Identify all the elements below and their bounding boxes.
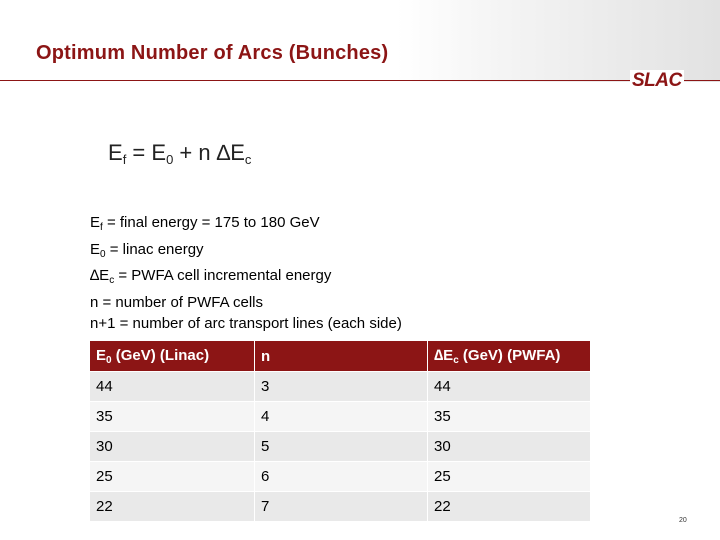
definition-line: $E_f$ = final energy = 175 to 180 GeV [90, 214, 320, 233]
table-cell: 30 [428, 432, 591, 462]
equation-equals: = [126, 140, 152, 165]
equation-delta-ec: $\Delta E_c$ [216, 140, 252, 167]
table-cell: 22 [428, 492, 591, 522]
equation-plus-n: + n [173, 140, 217, 165]
table-header-row [90, 341, 591, 372]
slac-logo: SLAC [632, 70, 682, 91]
table-cell: 3 [255, 372, 428, 402]
table-cell: 44 [90, 372, 255, 402]
slide-title: Optimum Number of Arcs (Bunches) [36, 42, 389, 64]
equation-ef: $E_f$ [108, 140, 127, 167]
header-cell-n: n [255, 341, 428, 372]
table-cell: 22 [90, 492, 255, 522]
table-cell: 44 [428, 372, 591, 402]
table-row [90, 492, 591, 522]
header-band [0, 0, 720, 82]
definition-line: n+1 = number of arc transport lines (each side) [90, 315, 402, 332]
table-cell: 30 [90, 432, 255, 462]
table-cell: 35 [90, 402, 255, 432]
energy-table [89, 340, 591, 522]
table-row [90, 462, 591, 492]
table-cell: 25 [428, 462, 591, 492]
definition-line: $E_0$ = linac energy [90, 240, 204, 260]
table-cell: 6 [255, 462, 428, 492]
header-cell-pwfa: $\Delta E_c$ (GeV) (PWFA) [428, 341, 591, 372]
energy-equation [108, 140, 251, 167]
definition-line: $\Delta E_c$ = PWFA cell incremental energy [90, 267, 332, 286]
table-row [90, 372, 591, 402]
table-row [90, 402, 591, 432]
header-cell-linac: $E_0$ (GeV) (Linac) [90, 341, 255, 372]
table-cell: 35 [428, 402, 591, 432]
definitions-list [90, 212, 402, 335]
definition-line: n = number of PWFA cells [90, 293, 263, 311]
page-number: 20 [679, 517, 687, 524]
equation-e0: $E_0$ [151, 140, 174, 167]
header-rule [0, 80, 720, 81]
table-cell: 5 [255, 432, 428, 462]
table-cell: 4 [255, 402, 428, 432]
table-row [90, 432, 591, 462]
table-cell: 7 [255, 492, 428, 522]
table-cell: 25 [90, 462, 255, 492]
